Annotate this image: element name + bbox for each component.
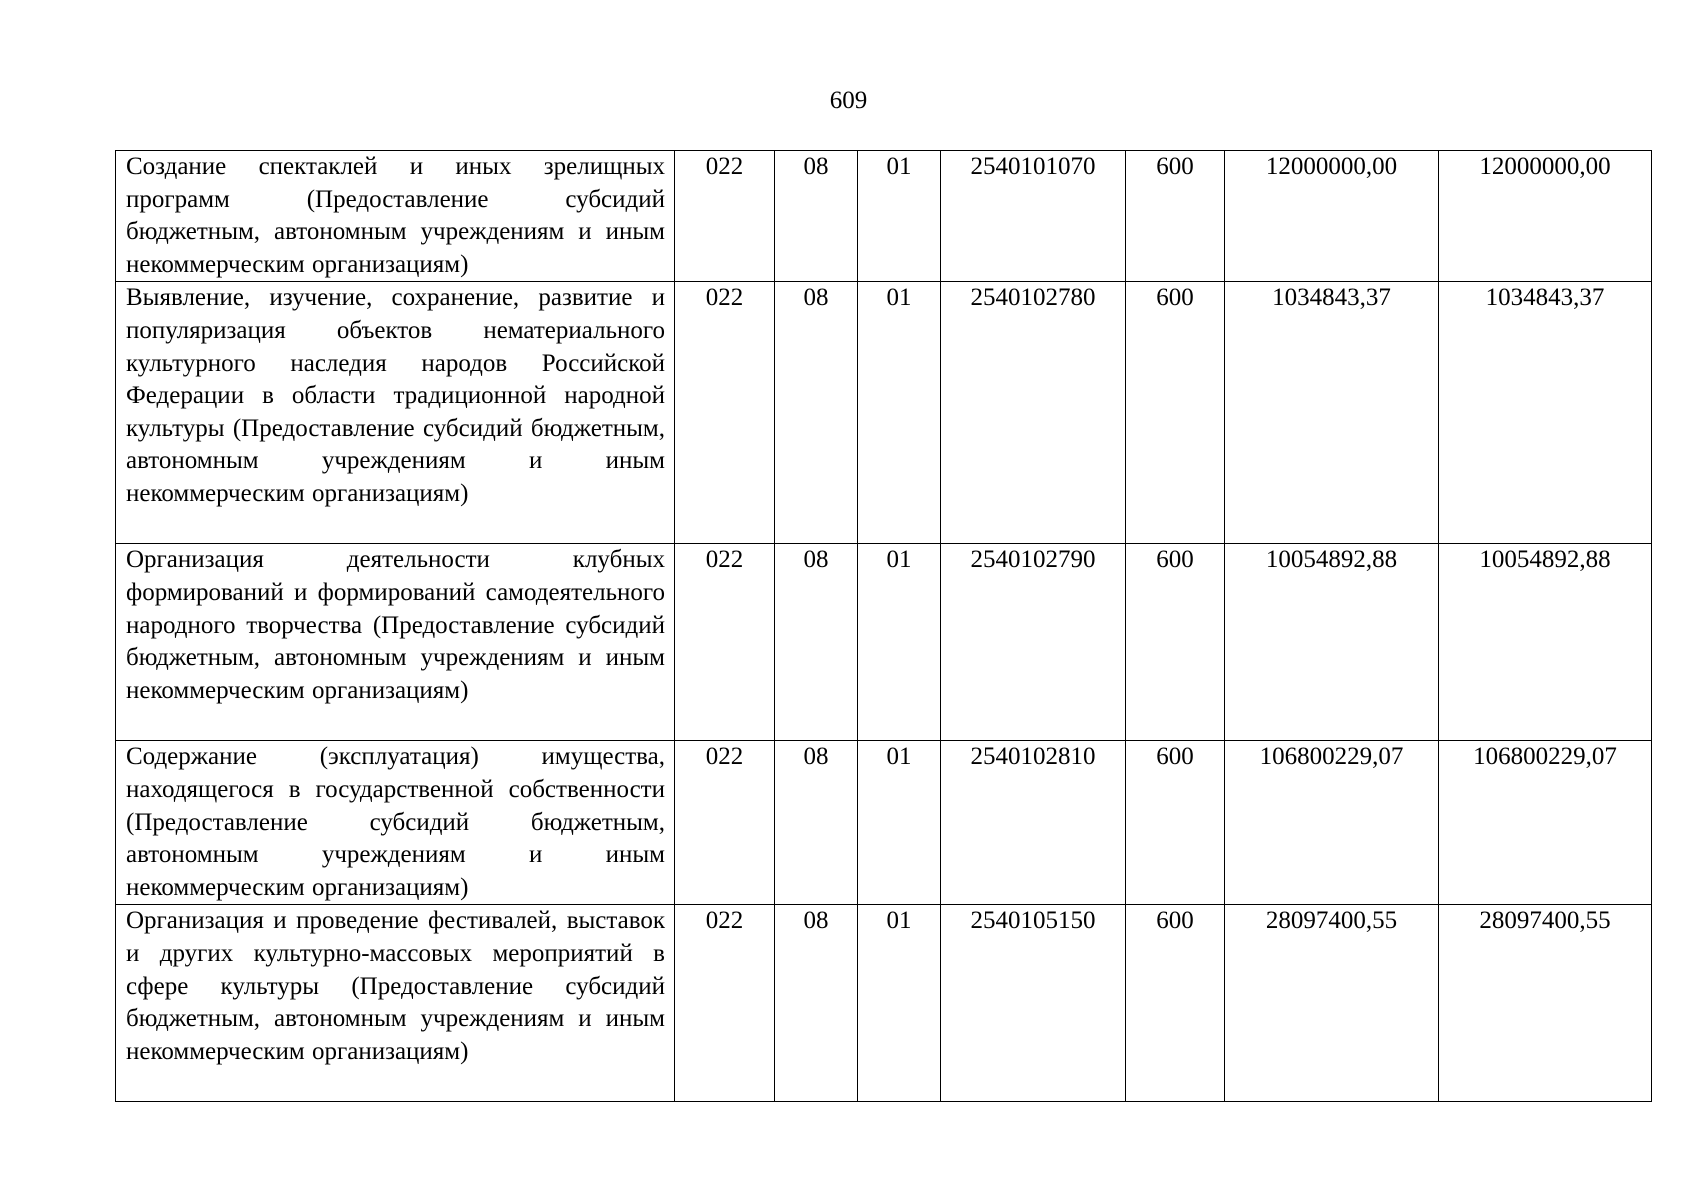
ministry-code: 022 <box>675 741 775 905</box>
amount-1: 1034843,37 <box>1225 282 1439 544</box>
ministry-code: 022 <box>675 151 775 282</box>
amount-1: 28097400,55 <box>1225 905 1439 1102</box>
section-code: 08 <box>775 544 858 741</box>
target-article-code: 2540102810 <box>941 741 1126 905</box>
amount-2: 12000000,00 <box>1439 151 1652 282</box>
amount-2: 10054892,88 <box>1439 544 1652 741</box>
expense-type-code: 600 <box>1126 741 1225 905</box>
budget-table <box>115 150 1652 1102</box>
section-code: 08 <box>775 741 858 905</box>
subsection-code: 01 <box>858 905 941 1102</box>
table-row <box>116 282 1652 544</box>
row-description: Организация и проведение фестивалей, выставок и других культурно-массовых мероприятий в сфере культуры (Предоставление субсидий бюджетным, автономным учреждениям и иным некоммерческим организациям) <box>116 905 675 1102</box>
ministry-code: 022 <box>675 544 775 741</box>
amount-1: 106800229,07 <box>1225 741 1439 905</box>
table-row <box>116 151 1652 282</box>
expense-type-code: 600 <box>1126 544 1225 741</box>
table-row <box>116 741 1652 905</box>
table-row <box>116 544 1652 741</box>
section-code: 08 <box>775 282 858 544</box>
target-article-code: 2540105150 <box>941 905 1126 1102</box>
row-description: Содержание (эксплуатация) имущества, находящегося в государственной собственности (Предоставление субсидий бюджетным, автономным учреждениям и иным некоммерческим организациям) <box>116 741 675 905</box>
target-article-code: 2540102780 <box>941 282 1126 544</box>
section-code: 08 <box>775 905 858 1102</box>
subsection-code: 01 <box>858 282 941 544</box>
amount-1: 12000000,00 <box>1225 151 1439 282</box>
subsection-code: 01 <box>858 544 941 741</box>
ministry-code: 022 <box>675 905 775 1102</box>
amount-2: 28097400,55 <box>1439 905 1652 1102</box>
page-number: 609 <box>829 87 868 114</box>
subsection-code: 01 <box>858 741 941 905</box>
expense-type-code: 600 <box>1126 282 1225 544</box>
amount-2: 106800229,07 <box>1439 741 1652 905</box>
amount-1: 10054892,88 <box>1225 544 1439 741</box>
table-row <box>116 905 1652 1102</box>
amount-2: 1034843,37 <box>1439 282 1652 544</box>
section-code: 08 <box>775 151 858 282</box>
row-description: Создание спектаклей и иных зрелищных программ (Предоставление субсидий бюджетным, автономным учреждениям и иным некоммерческим организациям) <box>116 151 675 282</box>
target-article-code: 2540102790 <box>941 544 1126 741</box>
row-description: Организация деятельности клубных формирований и формирований самодеятельного народного творчества (Предоставление субсидий бюджетным, автономным учреждениям и иным некоммерческим организациям) <box>116 544 675 741</box>
expense-type-code: 600 <box>1126 151 1225 282</box>
target-article-code: 2540101070 <box>941 151 1126 282</box>
expense-type-code: 600 <box>1126 905 1225 1102</box>
subsection-code: 01 <box>858 151 941 282</box>
ministry-code: 022 <box>675 282 775 544</box>
row-description: Выявление, изучение, сохранение, развитие и популяризация объектов нематериального культурного наследия народов Российской Федерации в области традиционной народной культуры (Предоставление субсидий бюджетным, автономным учреждениям и иным некоммерческим организациям) <box>116 282 675 544</box>
